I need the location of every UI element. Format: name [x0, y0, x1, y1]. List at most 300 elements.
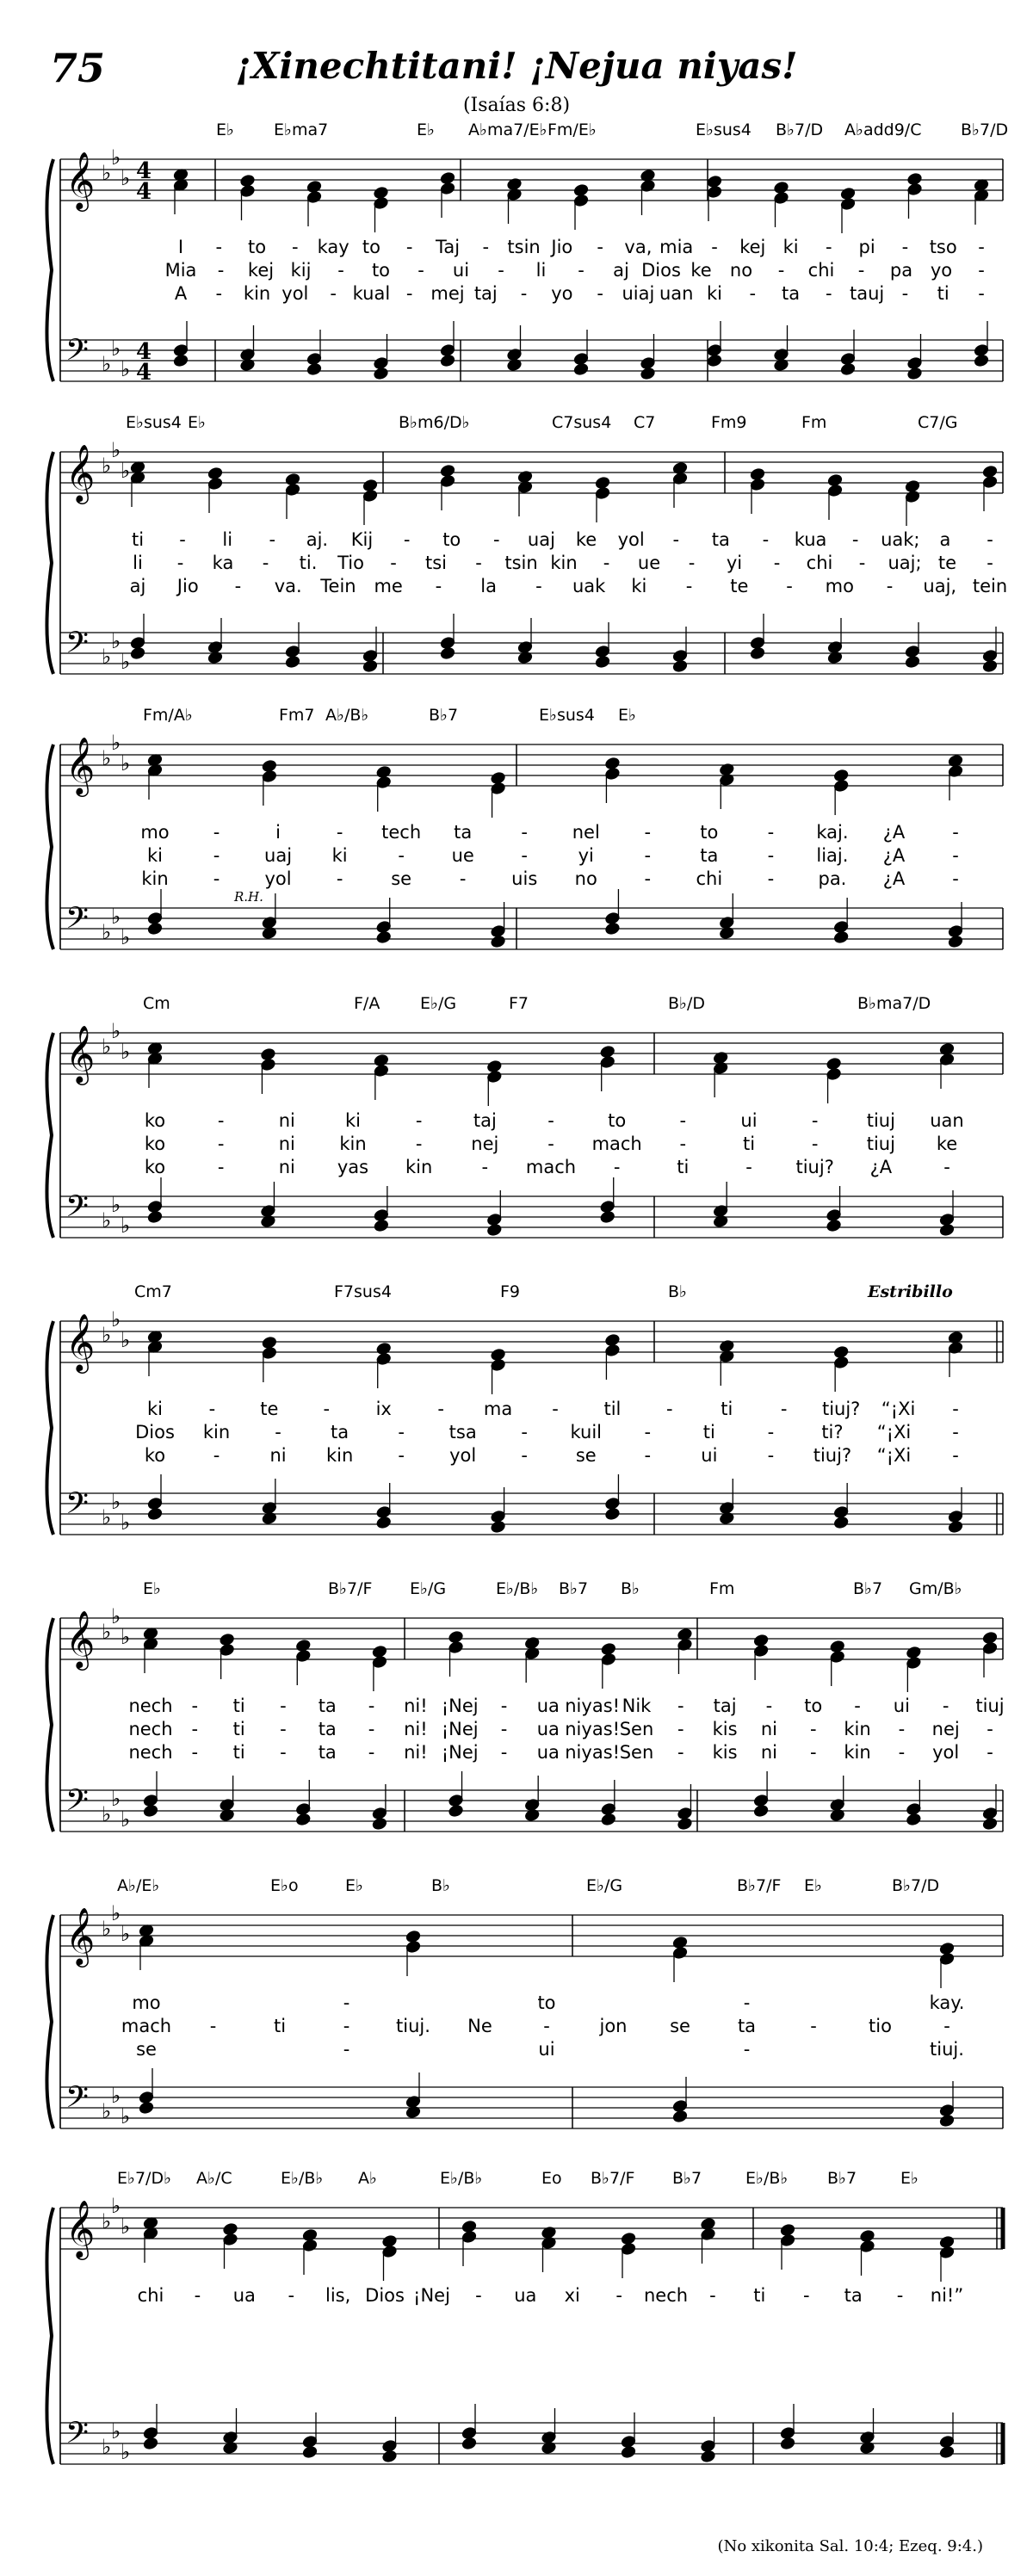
note-head: [240, 174, 256, 187]
lyric-hyphen: -: [709, 2285, 716, 2306]
lyric-syllable: ¡Nej: [413, 2285, 450, 2306]
treble-staff: [60, 1033, 1003, 1074]
lyric-hyphen: -: [811, 1110, 819, 1131]
note-head: [601, 1642, 616, 1655]
lyric-syllable: uan: [930, 1110, 964, 1131]
note-head: [753, 1794, 769, 1807]
lyric-syllable: I: [177, 237, 184, 257]
note-head: [240, 184, 256, 197]
chord-symbol: E♭/G: [410, 1579, 447, 1598]
key-flat-icon: ♭: [121, 1922, 131, 1946]
note-head: [374, 1064, 389, 1077]
note-head: [147, 1507, 163, 1520]
note-head: [939, 2114, 955, 2127]
lyric-syllable: “¡Xi: [876, 1422, 912, 1442]
note-head: [440, 464, 455, 477]
lyric-syllable: ua: [536, 1696, 560, 1716]
lyric-hyphen: -: [336, 868, 343, 889]
note-head: [600, 1045, 615, 1058]
lyric-syllable: ui: [893, 1696, 910, 1716]
lyric-syllable: ¿A: [882, 868, 906, 889]
note-head: [207, 466, 223, 479]
lyric-syllable: ta: [318, 1742, 337, 1763]
note-head: [833, 1345, 849, 1358]
note-head: [376, 1342, 392, 1355]
note-head: [440, 646, 455, 659]
lyric-hyphen: -: [521, 1445, 529, 1466]
key-flat-icon: ♭: [111, 1019, 121, 1043]
lyric-hyphen: -: [191, 1719, 199, 1739]
lyric-syllable: ki: [707, 283, 722, 304]
chord-symbol: E♭/B♭: [440, 2169, 483, 2188]
lyric-syllable: to: [608, 1110, 627, 1131]
time-signature: 4: [136, 339, 152, 365]
chord-symbol: E♭/G: [586, 1876, 623, 1895]
lyric-syllable: Nik: [622, 1696, 652, 1716]
lyric-syllable: to: [700, 822, 719, 843]
lyric-syllable: uak: [572, 576, 606, 596]
lyric-syllable: ke: [690, 260, 712, 281]
chord-symbol: E♭: [188, 413, 206, 432]
note-head: [939, 1213, 955, 1226]
lyric-hyphen: -: [685, 576, 693, 596]
staff-lines: [0, 413, 1033, 740]
note-head: [220, 1643, 235, 1656]
note-head: [604, 1497, 620, 1510]
lyric-syllable: mach: [121, 2016, 172, 2036]
lyric-hyphen: -: [826, 283, 832, 304]
note-head: [621, 2232, 636, 2245]
note-head: [573, 362, 589, 375]
note-head: [750, 636, 765, 649]
lyric-hyphen: -: [343, 2016, 350, 2036]
chord-symbol: Fm/E♭: [547, 120, 597, 139]
note-head: [707, 354, 722, 367]
lyric-syllable: yi: [726, 553, 743, 573]
lyric-syllable: kual: [352, 283, 391, 304]
note-head: [827, 473, 843, 486]
lyric-hyphen: -: [578, 260, 585, 281]
lyric-syllable: yol: [449, 1445, 477, 1466]
system-brace: [46, 1033, 53, 1238]
lyric-syllable: Taj: [435, 237, 461, 257]
note-head: [948, 935, 963, 948]
lyric-syllable: Dios: [365, 2285, 405, 2306]
lyric-syllable: mo: [132, 1992, 161, 2013]
key-flat-icon: ♭: [121, 2104, 131, 2128]
key-flat-icon: ♭: [121, 1625, 131, 1649]
lyric-syllable: se: [575, 1445, 597, 1466]
lyric-hyphen: -: [482, 237, 490, 257]
chord-symbol: Cm7: [134, 1282, 172, 1301]
lyric-syllable: tiuj: [975, 1696, 1005, 1716]
lyric-syllable: to: [371, 260, 391, 281]
note-head: [285, 645, 300, 658]
note-head: [982, 465, 998, 478]
note-head: [448, 1794, 464, 1807]
key-flat-icon: ♭: [121, 751, 131, 775]
note-head: [461, 2230, 477, 2243]
lyric-hyphen: -: [644, 868, 652, 889]
key-flat-icon: ♭: [102, 1035, 112, 1059]
note-head: [262, 759, 277, 772]
note-head: [600, 1200, 615, 1213]
note-head: [677, 1817, 693, 1830]
note-head: [461, 2437, 477, 2449]
lyric-syllable: ni: [278, 1134, 295, 1154]
note-head: [621, 2242, 636, 2255]
note-head: [907, 172, 923, 185]
lyric-syllable: “¡Xi: [876, 1445, 912, 1466]
chord-symbol: Fm: [801, 413, 827, 432]
lyric-syllable: tiuj.: [396, 2016, 430, 2036]
note-head: [677, 1807, 693, 1819]
note-head: [750, 467, 765, 480]
lyric-hyphen: -: [521, 845, 529, 866]
lyric-syllable: Sen: [619, 1742, 654, 1763]
chord-symbol: E♭: [804, 1876, 822, 1895]
lyric-hyphen: -: [644, 1422, 652, 1442]
lyric-syllable: ¡Nej: [441, 1742, 479, 1763]
lyric-hyphen: -: [547, 1134, 554, 1154]
lyric-syllable: kis: [712, 1719, 738, 1739]
lyric-hyphen: -: [952, 868, 959, 889]
lyric-hyphen: -: [677, 1719, 684, 1739]
lyric-syllable: kin: [550, 553, 578, 573]
note-head: [440, 636, 455, 649]
system-brace: [46, 452, 53, 674]
lyric-syllable: ni!: [404, 1742, 428, 1763]
lyric-syllable: me: [374, 576, 403, 596]
lyric-hyphen: -: [213, 845, 220, 866]
lyric-hyphen: -: [677, 1742, 684, 1763]
chord-symbol: A♭ma7/E♭: [468, 120, 547, 139]
lyric-syllable: Jio: [176, 576, 199, 596]
lyric-syllable: ix: [375, 1399, 392, 1419]
lyric-hyphen: -: [179, 529, 186, 550]
note-head: [285, 473, 300, 485]
note-head: [491, 1358, 506, 1371]
note-head: [260, 1047, 275, 1060]
note-head: [461, 2220, 477, 2233]
lyric-hyphen: -: [552, 1399, 559, 1419]
key-flat-icon: ♭: [102, 1323, 112, 1347]
lyric-hyphen: -: [262, 553, 269, 573]
note-head: [376, 1505, 392, 1518]
note-head: [143, 1804, 158, 1817]
lyric-syllable: tiuj?: [795, 1157, 834, 1177]
lyric-hyphen: -: [802, 2285, 810, 2306]
lyric-syllable: ki: [631, 576, 647, 596]
note-head: [939, 2235, 955, 2248]
note-head: [491, 935, 506, 948]
lyric-syllable: ¿A: [882, 845, 906, 866]
note-head: [220, 1633, 235, 1646]
lyric-syllable: ni: [760, 1742, 777, 1763]
lyric-syllable: ta: [782, 283, 801, 304]
note-head: [672, 2099, 688, 2112]
lyric-syllable: ki: [345, 1110, 361, 1131]
note-head: [707, 175, 722, 188]
note-head: [939, 2103, 955, 2116]
lyric-syllable: ti: [753, 2285, 766, 2306]
note-head: [753, 1634, 769, 1646]
lyric-hyphen: -: [323, 1399, 331, 1419]
note-head: [376, 1352, 392, 1365]
note-head: [362, 489, 378, 502]
lyric-syllable: uaj,: [923, 576, 957, 596]
note-head: [701, 2449, 716, 2462]
key-flat-icon: ♭: [102, 1917, 112, 1941]
score-system: [0, 1282, 1033, 1601]
note-head: [382, 2245, 398, 2258]
key-flat-icon: ♭: [102, 1620, 112, 1644]
treble-staff: [60, 744, 1003, 786]
lyric-hyphen: -: [743, 1992, 751, 2013]
lyric-hyphen: -: [952, 822, 959, 843]
lyric-hyphen: -: [987, 553, 993, 573]
lyric-hyphen: -: [547, 1110, 554, 1131]
lyric-hyphen: -: [415, 1110, 423, 1131]
lyric-syllable: mo: [140, 822, 170, 843]
key-flat-icon: ♭: [121, 2215, 131, 2239]
note-head: [604, 767, 620, 780]
lyric-hyphen: -: [811, 1134, 819, 1154]
note-head: [948, 1510, 963, 1523]
chord-symbol: B♭7/D: [776, 120, 824, 139]
note-head: [939, 1223, 955, 1236]
note-head: [223, 2233, 238, 2246]
note-head: [774, 191, 789, 204]
lyric-syllable: ti: [742, 1134, 756, 1154]
lyric-syllable: yo: [551, 283, 573, 304]
lyric-hyphen: -: [743, 2039, 751, 2060]
key-flat-icon: ♭: [121, 650, 131, 674]
lyric-syllable: uaj: [264, 845, 293, 866]
time-signature: 4: [136, 360, 152, 386]
lyric-hyphen: -: [644, 822, 652, 843]
time-signature: 4: [136, 179, 152, 205]
lyric-syllable: ni: [269, 1445, 287, 1466]
note-head: [374, 1053, 389, 1066]
note-head: [382, 2439, 398, 2452]
lyric-syllable: kin: [339, 1134, 367, 1154]
system-brace: [46, 2208, 53, 2464]
lyric-syllable: ua: [536, 1719, 560, 1739]
lyric-hyphen: -: [688, 553, 696, 573]
lyric-hyphen: -: [644, 845, 652, 866]
lyric-syllable: ta: [737, 2016, 757, 2036]
lyric-hyphen: -: [217, 1157, 225, 1177]
note-head: [440, 182, 455, 195]
note-head: [672, 659, 688, 672]
lyric-syllable: tsa: [448, 1422, 477, 1442]
key-flat-icon: ♭: [102, 645, 112, 669]
lyric-syllable: mo: [825, 576, 854, 596]
lyric-syllable: mach: [525, 1157, 577, 1177]
key-flat-icon: ♭: [121, 459, 131, 483]
lyric-syllable: yol: [617, 529, 645, 550]
note-head: [362, 479, 378, 491]
note-head: [907, 356, 923, 369]
lyric-syllable: A: [174, 283, 188, 304]
chord-symbol: E♭ma7: [274, 120, 329, 139]
note-head: [830, 1640, 845, 1652]
lyric-syllable: liaj.: [816, 845, 849, 866]
lyric-syllable: nech: [128, 1696, 173, 1716]
note-head: [491, 924, 506, 937]
bass-staff: [60, 908, 1003, 949]
lyric-hyphen: -: [767, 868, 775, 889]
lyric-hyphen: -: [336, 822, 343, 843]
lyric-syllable: to: [248, 237, 267, 257]
lyric-hyphen: -: [543, 2016, 550, 2036]
lyric-syllable: mach: [591, 1134, 642, 1154]
key-flat-icon: ♭: [102, 920, 112, 944]
lyric-syllable: uaj: [527, 529, 555, 550]
lyric-syllable: ti: [702, 1422, 715, 1442]
note-head: [382, 2234, 398, 2247]
lyric-syllable: uiaj: [622, 283, 655, 304]
lyric-syllable: ta: [318, 1696, 337, 1716]
score-system: [0, 994, 1033, 1304]
lyric-hyphen: -: [677, 1696, 684, 1716]
note-head: [374, 367, 389, 380]
lyric-syllable: te: [260, 1399, 279, 1419]
chord-symbol: E♭: [900, 2169, 919, 2188]
lyric-syllable: tsin: [507, 237, 541, 257]
note-head: [840, 187, 856, 200]
lyric-syllable: va.: [274, 576, 302, 596]
lyric-hyphen: -: [500, 1742, 508, 1763]
chord-symbol: E♭/B♭: [281, 2169, 324, 2188]
note-head: [707, 185, 722, 198]
lyric-syllable: ki: [147, 845, 163, 866]
lyric-hyphen: -: [765, 1696, 773, 1716]
lyric-hyphen: -: [215, 283, 223, 304]
lyric-syllable: tio: [869, 2016, 892, 2036]
key-flat-icon: ♭: [111, 1193, 121, 1217]
lyric-hyphen: -: [672, 529, 680, 550]
key-flat-icon: ♭: [111, 629, 121, 653]
lyric-hyphen: -: [343, 2039, 350, 2060]
note-head: [295, 1639, 311, 1652]
note-head: [974, 343, 989, 356]
lyric-syllable: taj: [473, 283, 498, 304]
lyric-syllable: ue: [451, 845, 474, 866]
note-head: [491, 1520, 506, 1533]
lyric-hyphen: -: [213, 868, 220, 889]
lyric-syllable: niyas!: [565, 1696, 621, 1716]
lyric-syllable: a: [939, 529, 951, 550]
note-head: [372, 1655, 387, 1668]
note-head: [486, 1223, 502, 1236]
lyric-hyphen: -: [280, 1719, 287, 1739]
lyric-syllable: ki: [147, 1399, 163, 1419]
lyric-syllable: tech: [381, 822, 422, 843]
chord-symbol: E♭sus4: [539, 706, 595, 725]
lyric-hyphen: -: [987, 1719, 993, 1739]
lyric-syllable: ¿A: [869, 1157, 893, 1177]
note-head: [595, 486, 610, 499]
note-head: [826, 1219, 842, 1232]
lyric-hyphen: -: [826, 237, 832, 257]
lyric-hyphen: -: [405, 237, 413, 257]
scripture-reference: (Isaías 6:8): [462, 95, 571, 116]
key-flat-icon: ♭: [111, 1787, 121, 1811]
note-head: [491, 771, 506, 784]
note-head: [701, 2439, 716, 2452]
lyric-syllable: Kij: [350, 529, 374, 550]
system-brace: [46, 744, 53, 949]
chord-symbol: F9: [500, 1282, 521, 1301]
chord-symbol: E♭/B♭: [496, 1579, 539, 1598]
chord-symbol: C7sus4: [552, 413, 612, 432]
lyric-hyphen: -: [679, 1134, 687, 1154]
key-flat-icon: ♭: [102, 2435, 112, 2459]
system-brace: [46, 1915, 53, 2128]
lyric-hyphen: -: [613, 1157, 621, 1177]
lyric-hyphen: -: [978, 260, 985, 281]
lyric-syllable: ke: [936, 1134, 958, 1154]
note-head: [906, 1802, 921, 1815]
lyric-syllable: uaj;: [888, 553, 922, 573]
system-brace: [46, 1321, 53, 1535]
lyric-syllable: “¡Xi: [881, 1399, 916, 1419]
treble-clef-icon: 𝄞: [65, 1609, 96, 1668]
note-head: [374, 356, 389, 369]
note-head: [362, 659, 378, 672]
chord-symbol: F7sus4: [334, 1282, 392, 1301]
lyric-hyphen: -: [901, 237, 909, 257]
bass-clef-icon: 𝄢: [65, 2415, 90, 2457]
lyric-syllable: ua: [514, 2285, 537, 2306]
lyric-syllable: Dios: [135, 1422, 175, 1442]
lyric-hyphen: -: [943, 1157, 950, 1177]
lyric-syllable: pa.: [818, 868, 847, 889]
system-brace: [46, 159, 53, 381]
note-head: [130, 646, 145, 659]
lyric-hyphen: -: [520, 283, 528, 304]
bass-clef-icon: 𝄢: [65, 332, 90, 374]
lyric-syllable: li: [133, 553, 143, 573]
lyric-hyphen: -: [418, 260, 424, 281]
lyric-hyphen: -: [191, 1696, 199, 1716]
note-head: [295, 1649, 311, 1662]
note-head: [604, 1507, 620, 1520]
lyric-hyphen: -: [952, 1445, 959, 1466]
bass-staff: [60, 1196, 1003, 1238]
note-head: [147, 1210, 163, 1223]
note-head: [604, 1344, 620, 1356]
key-flat-icon: ♭: [111, 2084, 121, 2108]
chord-symbol: B♭ma7/D: [857, 994, 931, 1013]
lyric-syllable: ti: [232, 1719, 245, 1739]
note-head: [147, 1497, 163, 1510]
score-system: [0, 2169, 1033, 2530]
note-head: [905, 490, 920, 503]
note-head: [982, 659, 998, 672]
lyric-syllable: chi: [807, 260, 835, 281]
lyric-syllable: ue: [637, 553, 661, 573]
lyric-syllable: tein: [972, 576, 1008, 596]
lyric-syllable: kuil: [570, 1422, 603, 1442]
note-head: [573, 194, 589, 207]
note-head: [833, 1516, 849, 1529]
lyric-hyphen: -: [898, 1719, 906, 1739]
chord-symbol: C7/G: [918, 413, 958, 432]
note-head: [905, 645, 920, 658]
